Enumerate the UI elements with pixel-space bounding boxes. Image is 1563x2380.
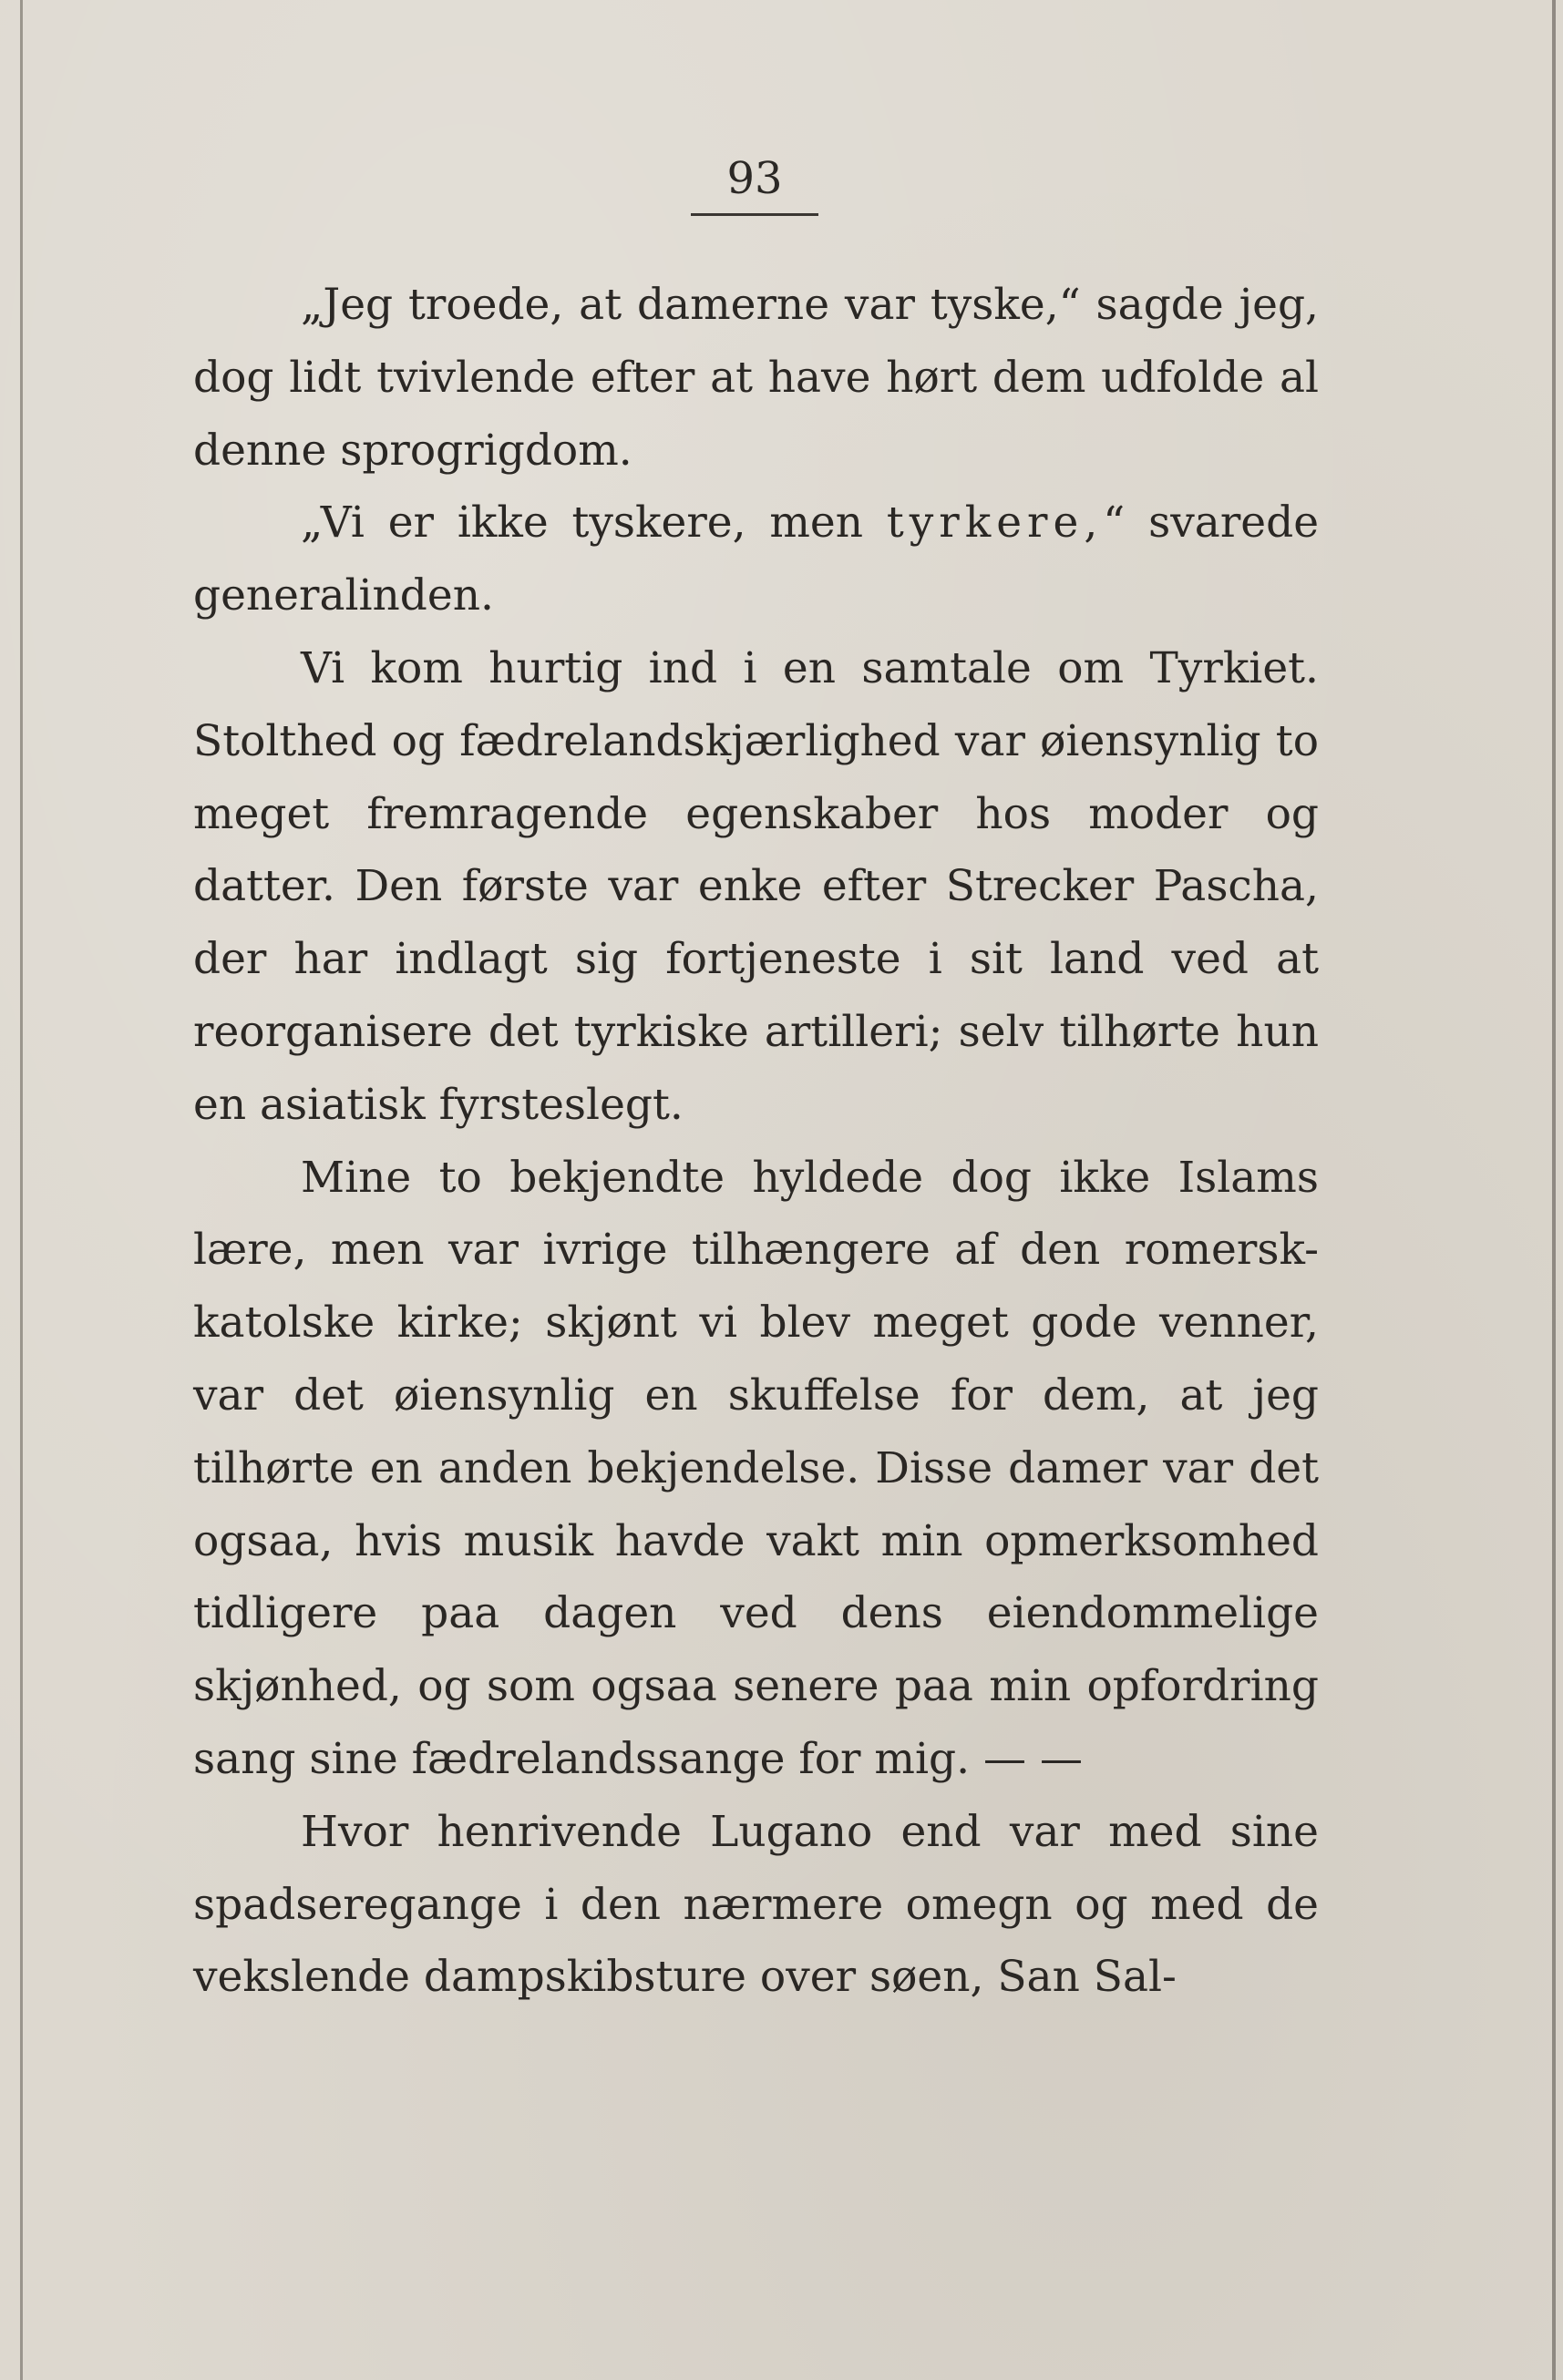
- paragraph-2-lead: „Vi er ikke tyskere, men: [301, 498, 887, 549]
- page-edge-left: [20, 0, 23, 2380]
- page-edge-right: [1552, 0, 1556, 2380]
- page-number-rule: [691, 213, 818, 216]
- paragraph-4: Mine to bekjendte hyldede dog ikke Islams lære, men var ivrige tilhængere af den romersk-katolske kirke; skjønt vi blev meget gode venner, var det øiensynlig en skuffelse for dem, at jeg tilhørte en anden bekjendelse. Disse damer var det ogsaa, hvis musik havde vakt min opmerksomhed tidligere paa dagen ved dens eiendommelige skjønhed, og som ogsaa senere paa min opfordring sang sine fædrelandssange for mig. — —: [193, 1152, 1319, 1784]
- paragraph-3: Vi kom hurtig ind i en samtale om Tyrkiet. Stolthed og fædrelandskjærlighed var øiensynlig to meget fremragende egenskaber hos moder og datter. Den første var enke efter Strecker Pascha, der har indlagt sig fortjeneste i sit land ved at reorganisere det tyrkiske artilleri; selv tilhørte hun en asiatisk fyrsteslegt.: [193, 642, 1319, 1130]
- paragraph-5: Hvor henrivende Lugano end var med sine spadseregange i den nærmere omegn og med de vekslende dampskibsture over søen, San Sal-: [193, 1806, 1319, 2003]
- page-number: 93: [726, 153, 783, 204]
- body-text: [193, 269, 1319, 2014]
- paragraph-1: „Jeg troede, at damerne var tyske,“ sagde jeg, dog lidt tvivlende efter at have hørt dem udfolde al denne sprogrigdom.: [193, 280, 1319, 476]
- paragraph-2-emphasis: tyrkere,: [886, 498, 1104, 549]
- paragraph-2-tail: “ svarede generalinden.: [193, 498, 1320, 621]
- paragraph-2: [193, 487, 1319, 632]
